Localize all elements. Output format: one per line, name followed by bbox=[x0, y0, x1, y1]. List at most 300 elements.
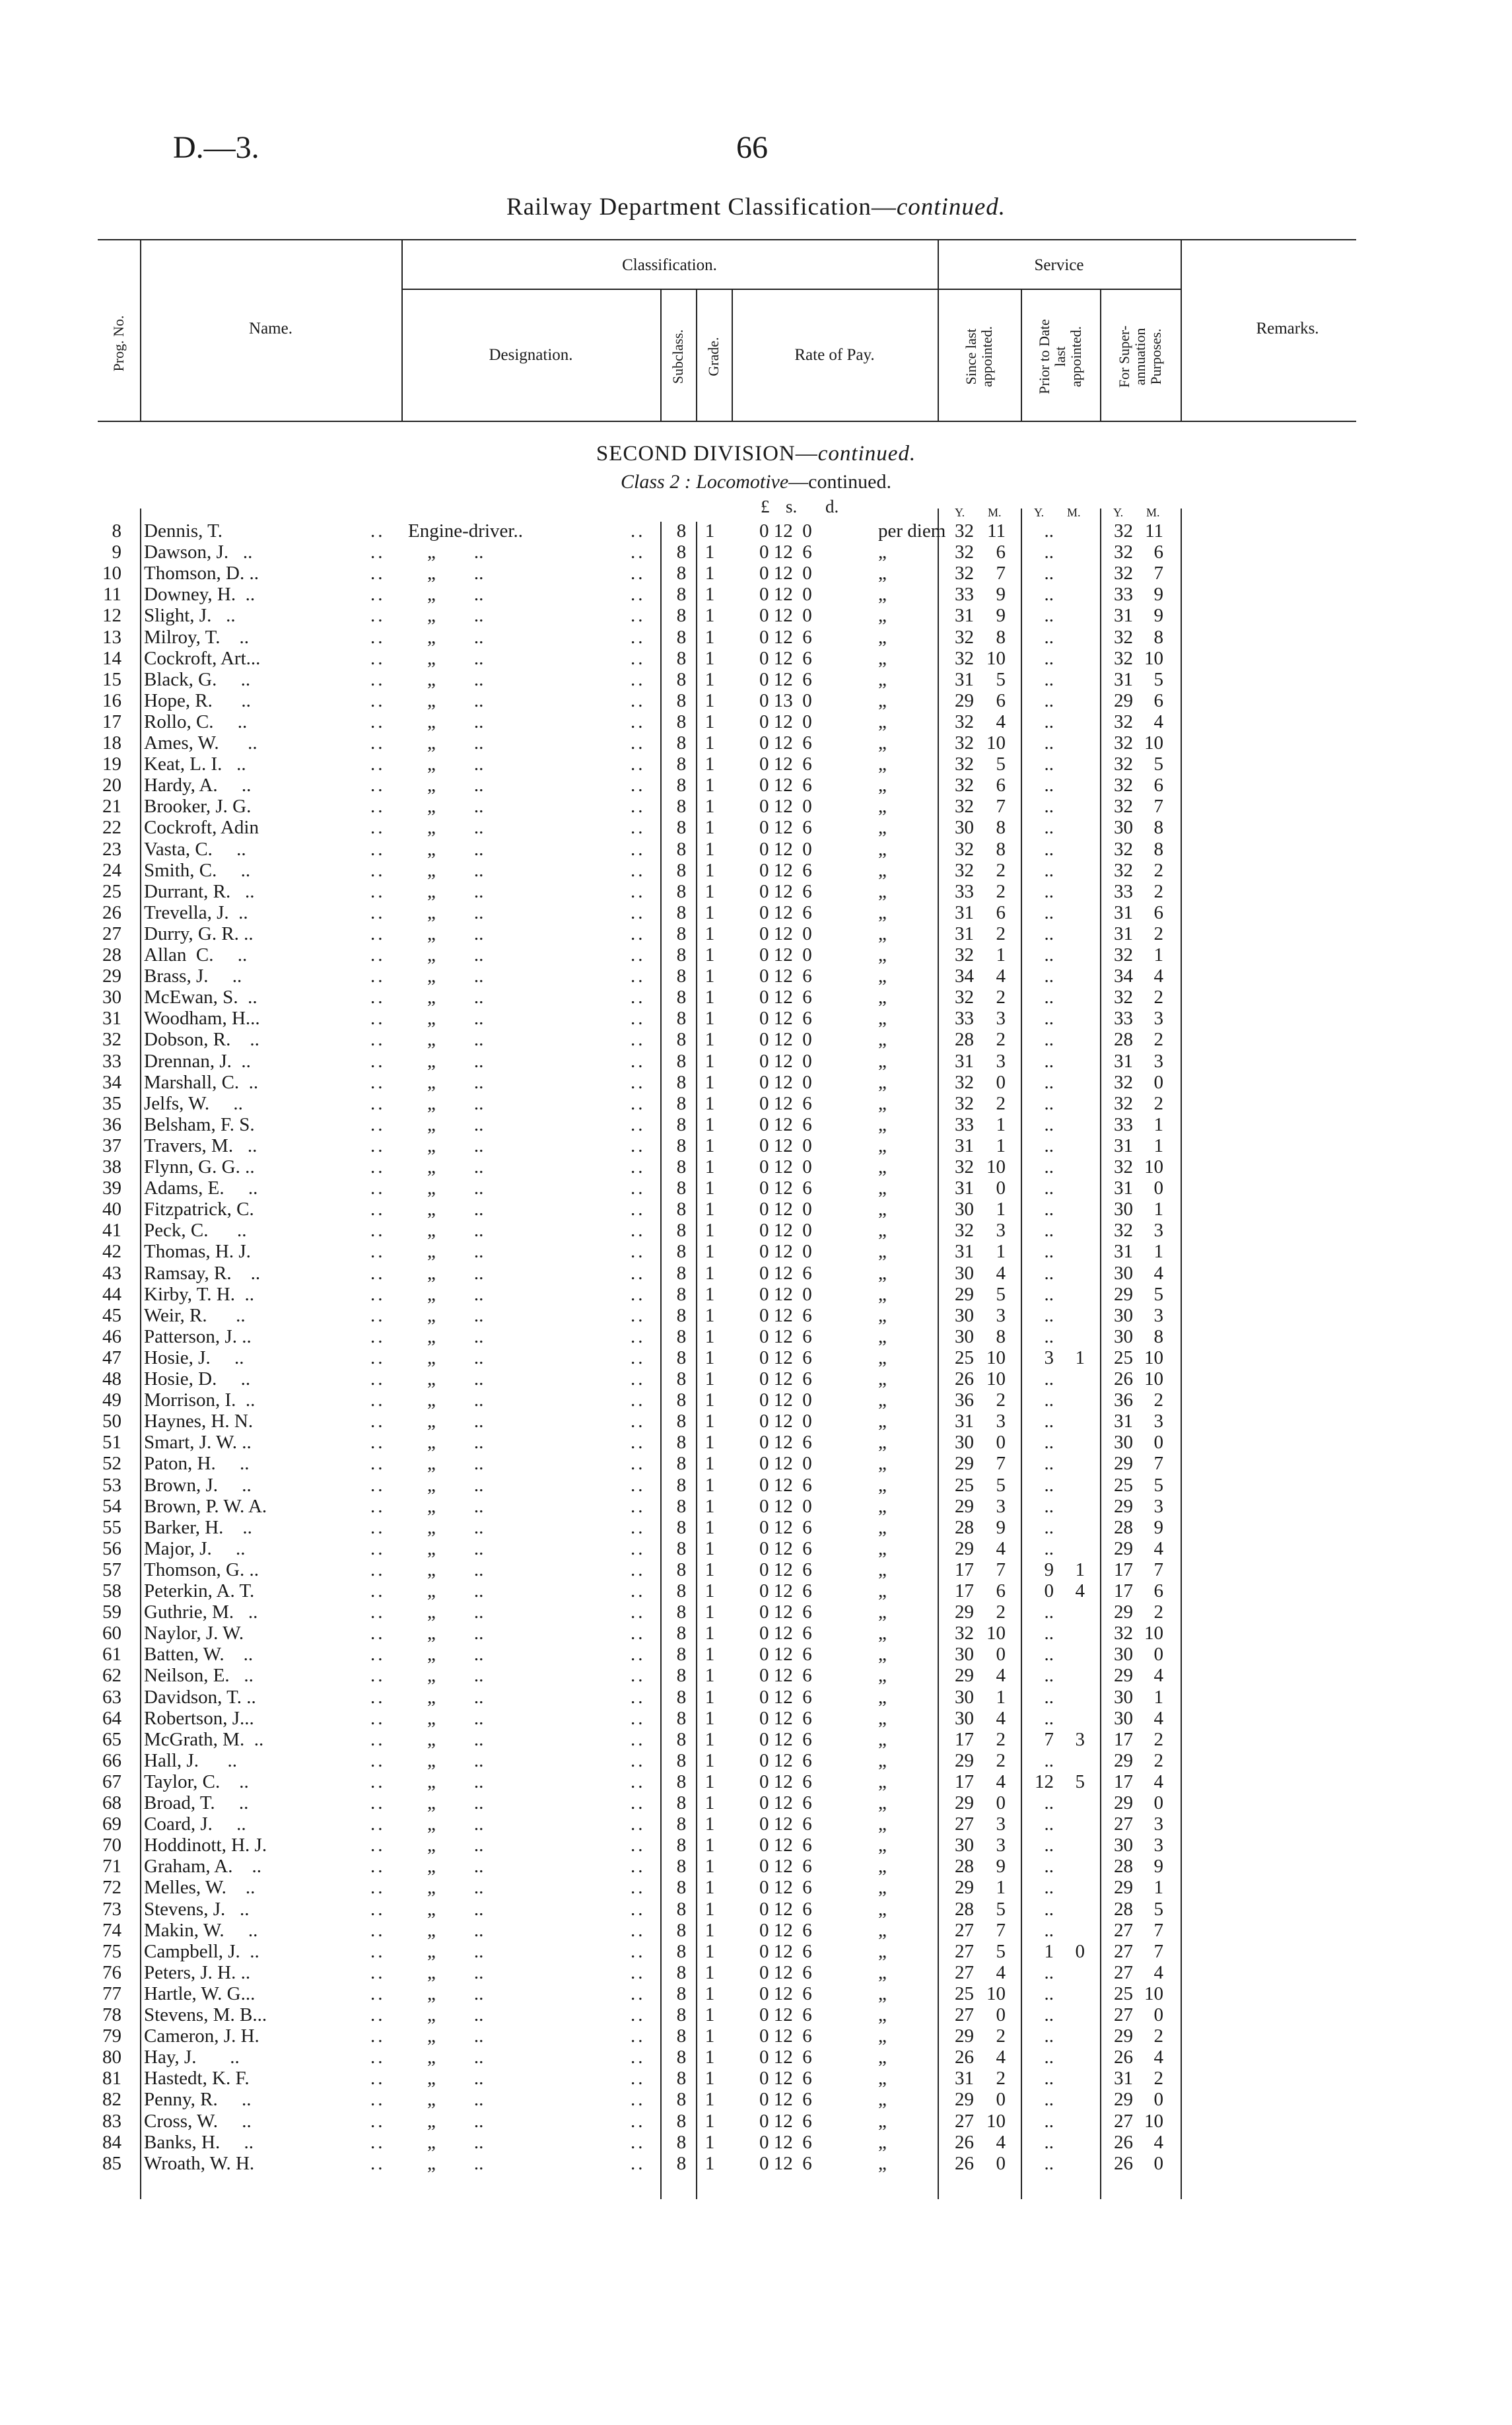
since-months: 4 bbox=[996, 2047, 1006, 2068]
super-months: 2 bbox=[1153, 987, 1163, 1008]
table-row bbox=[0, 1263, 1512, 1284]
name-leader: .. bbox=[370, 1474, 386, 1496]
table-row bbox=[0, 1475, 1512, 1496]
designation: „ .. bbox=[408, 1749, 484, 1771]
super-years: 31 bbox=[1114, 1050, 1133, 1072]
prog-number: 25 bbox=[102, 880, 121, 902]
grade: 1 bbox=[704, 966, 715, 987]
designation-leader: .. bbox=[631, 1940, 646, 1962]
super-months: 2 bbox=[1153, 1029, 1163, 1051]
employee-name: Milroy, T. .. bbox=[144, 626, 249, 648]
subclass: 8 bbox=[676, 1092, 687, 1114]
prog-number: 67 bbox=[102, 1771, 121, 1792]
subclass: 8 bbox=[676, 668, 687, 690]
super-months: 3 bbox=[1153, 1835, 1163, 1856]
designation: „ .. bbox=[408, 584, 484, 606]
since-months: 4 bbox=[996, 1707, 1006, 1729]
name-leader: .. bbox=[370, 1856, 386, 1878]
employee-name: Cockroft, Adin bbox=[144, 817, 259, 839]
super-years: 31 bbox=[1114, 2068, 1133, 2090]
subclass: 8 bbox=[676, 1665, 687, 1687]
super-months: 7 bbox=[1153, 796, 1163, 818]
prior-years: .. bbox=[1044, 542, 1054, 563]
prior-years: 1 bbox=[1044, 1940, 1054, 1962]
since-months: 2 bbox=[996, 859, 1006, 881]
rate-of-pay: 0 12 6 bbox=[759, 1792, 812, 1813]
grade: 1 bbox=[704, 2089, 715, 2111]
super-months: 6 bbox=[1153, 1580, 1163, 1601]
prior-years: .. bbox=[1044, 2068, 1054, 2090]
prior-years: .. bbox=[1044, 1008, 1054, 1030]
super-months: 2 bbox=[1153, 1728, 1163, 1750]
super-months: 10 bbox=[1144, 1368, 1163, 1389]
pay-unit: „ bbox=[878, 542, 887, 563]
since-months: 1 bbox=[996, 944, 1006, 966]
super-years: 33 bbox=[1114, 584, 1133, 606]
pay-unit: „ bbox=[878, 1940, 887, 1962]
designation: „ .. bbox=[408, 1199, 484, 1220]
prior-months: 4 bbox=[1075, 1580, 1085, 1601]
rate-of-pay: 0 12 6 bbox=[759, 880, 812, 902]
prior-years: .. bbox=[1044, 923, 1054, 944]
since-years: 27 bbox=[955, 1940, 974, 1962]
employee-name: Paton, H. .. bbox=[144, 1453, 250, 1475]
name-leader: .. bbox=[370, 838, 386, 860]
designation-leader: .. bbox=[631, 689, 646, 711]
prog-number: 48 bbox=[102, 1368, 121, 1389]
designation: „ .. bbox=[408, 1262, 484, 1284]
since-months: 2 bbox=[996, 2025, 1006, 2047]
since-months: 6 bbox=[996, 901, 1006, 923]
since-years: 31 bbox=[955, 668, 974, 690]
prog-number: 76 bbox=[102, 1961, 121, 1983]
rate-of-pay: 0 12 0 bbox=[759, 605, 812, 627]
rate-of-pay: 0 12 6 bbox=[759, 1961, 812, 1983]
super-years: 17 bbox=[1114, 1771, 1133, 1792]
since-years: 26 bbox=[955, 2152, 974, 2174]
super-years: 29 bbox=[1114, 2025, 1133, 2047]
subclass: 8 bbox=[676, 1241, 687, 1263]
pay-unit: „ bbox=[878, 1389, 887, 1411]
grade: 1 bbox=[704, 732, 715, 754]
pay-unit: „ bbox=[878, 1559, 887, 1580]
prog-number: 60 bbox=[102, 1623, 121, 1644]
table-row bbox=[0, 1326, 1512, 1347]
subclass: 8 bbox=[676, 1516, 687, 1538]
grade: 1 bbox=[704, 2152, 715, 2174]
name-leader: .. bbox=[370, 1453, 386, 1475]
super-months: 10 bbox=[1144, 2110, 1163, 2132]
prog-number: 10 bbox=[102, 563, 121, 584]
designation: „ .. bbox=[408, 2089, 484, 2111]
designation: „ .. bbox=[408, 1835, 484, 1856]
name-leader: .. bbox=[370, 1580, 386, 1601]
designation: „ .. bbox=[408, 1220, 484, 1242]
prior-years: .. bbox=[1044, 859, 1054, 881]
designation-leader: .. bbox=[631, 1580, 646, 1601]
rate-of-pay: 0 12 6 bbox=[759, 626, 812, 648]
page-number: 66 bbox=[736, 130, 768, 165]
rate-of-pay: 0 12 0 bbox=[759, 584, 812, 606]
grade: 1 bbox=[704, 1453, 715, 1475]
subclass: 8 bbox=[676, 1983, 687, 2004]
name-leader: .. bbox=[370, 754, 386, 775]
rate-of-pay: 0 12 6 bbox=[759, 1665, 812, 1687]
subclass: 8 bbox=[676, 1325, 687, 1347]
since-years: 32 bbox=[955, 520, 974, 542]
subclass: 8 bbox=[676, 1156, 687, 1177]
super-years: 25 bbox=[1114, 1347, 1133, 1368]
name-leader: .. bbox=[370, 2152, 386, 2174]
designation: „ .. bbox=[408, 1877, 484, 1899]
super-months: 3 bbox=[1153, 1008, 1163, 1030]
employee-name: Allan C. .. bbox=[144, 944, 248, 966]
pay-unit: „ bbox=[878, 796, 887, 818]
designation-leader: .. bbox=[631, 1771, 646, 1792]
name-leader: .. bbox=[370, 859, 386, 881]
name-leader: .. bbox=[370, 1665, 386, 1687]
pay-unit: „ bbox=[878, 1411, 887, 1432]
super-years: 29 bbox=[1114, 1792, 1133, 1813]
header-subclass: Subclass. bbox=[670, 329, 686, 384]
super-months: 10 bbox=[1144, 647, 1163, 669]
employee-name: Coard, J. .. bbox=[144, 1813, 246, 1835]
super-years: 32 bbox=[1114, 775, 1133, 796]
table-row bbox=[0, 1220, 1512, 1241]
prog-number: 52 bbox=[102, 1453, 121, 1475]
designation: „ .. bbox=[408, 1601, 484, 1623]
table-row bbox=[0, 775, 1512, 796]
designation-leader: .. bbox=[631, 1113, 646, 1135]
super-months: 2 bbox=[1153, 1601, 1163, 1623]
since-months: 10 bbox=[986, 2110, 1006, 2132]
designation: „ .. bbox=[408, 987, 484, 1008]
subclass: 8 bbox=[676, 1835, 687, 1856]
name-leader: .. bbox=[370, 1220, 386, 1242]
since-months: 5 bbox=[996, 668, 1006, 690]
employee-name: Drennan, J. .. bbox=[144, 1050, 251, 1072]
since-years: 29 bbox=[955, 1665, 974, 1687]
employee-name: Flynn, G. G. .. bbox=[144, 1156, 255, 1177]
super-years: 17 bbox=[1114, 1580, 1133, 1601]
grade: 1 bbox=[704, 1411, 715, 1432]
prog-number: 62 bbox=[102, 1665, 121, 1687]
prog-number: 59 bbox=[102, 1601, 121, 1623]
prior-years: .. bbox=[1044, 901, 1054, 923]
table-row bbox=[0, 1665, 1512, 1686]
table-row bbox=[0, 2047, 1512, 2068]
unit-since-years: Y. bbox=[955, 506, 965, 519]
grade: 1 bbox=[704, 1728, 715, 1750]
table-row bbox=[0, 1389, 1512, 1411]
super-years: 29 bbox=[1114, 1453, 1133, 1475]
employee-name: Melles, W. .. bbox=[144, 1877, 256, 1899]
since-months: 8 bbox=[996, 838, 1006, 860]
prog-number: 32 bbox=[102, 1029, 121, 1051]
designation: „ .. bbox=[408, 1071, 484, 1093]
name-leader: .. bbox=[370, 626, 386, 648]
since-years: 32 bbox=[955, 563, 974, 584]
table-row bbox=[0, 563, 1512, 584]
designation: „ .. bbox=[408, 1050, 484, 1072]
designation-leader: .. bbox=[631, 1601, 646, 1623]
designation: „ .. bbox=[408, 1368, 484, 1389]
since-years: 29 bbox=[955, 1601, 974, 1623]
pay-unit: „ bbox=[878, 605, 887, 627]
rate-of-pay: 0 12 6 bbox=[759, 2047, 812, 2068]
designation-leader: .. bbox=[631, 1029, 646, 1051]
super-years: 27 bbox=[1114, 1813, 1133, 1835]
employee-name: Peters, J. H. .. bbox=[144, 1961, 251, 1983]
designation: „ .. bbox=[408, 732, 484, 754]
name-leader: .. bbox=[370, 1092, 386, 1114]
subclass: 8 bbox=[676, 796, 687, 818]
rate-of-pay: 0 12 6 bbox=[759, 1835, 812, 1856]
designation: „ .. bbox=[408, 923, 484, 944]
table-row bbox=[0, 1051, 1512, 1072]
super-months: 10 bbox=[1144, 732, 1163, 754]
super-years: 30 bbox=[1114, 1644, 1133, 1666]
since-years: 29 bbox=[955, 1283, 974, 1305]
pay-unit: „ bbox=[878, 1644, 887, 1666]
employee-name: Kirby, T. H. .. bbox=[144, 1283, 255, 1305]
employee-name: Slight, J. .. bbox=[144, 605, 236, 627]
table-row bbox=[0, 1517, 1512, 1538]
rate-of-pay: 0 12 0 bbox=[759, 520, 812, 542]
prior-years: .. bbox=[1044, 2152, 1054, 2174]
table-row bbox=[0, 1368, 1512, 1389]
prog-number: 36 bbox=[102, 1113, 121, 1135]
since-years: 33 bbox=[955, 1113, 974, 1135]
name-leader: .. bbox=[370, 817, 386, 839]
subclass: 8 bbox=[676, 1283, 687, 1305]
employee-name: Ramsay, R. .. bbox=[144, 1262, 261, 1284]
table-row bbox=[0, 817, 1512, 838]
prior-years: .. bbox=[1044, 1220, 1054, 1242]
name-leader: .. bbox=[370, 520, 386, 542]
prog-number: 15 bbox=[102, 668, 121, 690]
grade: 1 bbox=[704, 1262, 715, 1284]
grade: 1 bbox=[704, 2110, 715, 2132]
designation: „ .. bbox=[408, 880, 484, 902]
since-years: 33 bbox=[955, 584, 974, 606]
grade: 1 bbox=[704, 1092, 715, 1114]
prog-number: 74 bbox=[102, 1919, 121, 1941]
prior-years: .. bbox=[1044, 987, 1054, 1008]
prior-years: .. bbox=[1044, 838, 1054, 860]
super-months: 0 bbox=[1153, 1644, 1163, 1666]
grade: 1 bbox=[704, 987, 715, 1008]
pay-unit: „ bbox=[878, 880, 887, 902]
rate-of-pay: 0 12 6 bbox=[759, 1856, 812, 1878]
name-leader: .. bbox=[370, 775, 386, 796]
subclass: 8 bbox=[676, 563, 687, 584]
designation: „ .. bbox=[408, 1665, 484, 1687]
grade: 1 bbox=[704, 1644, 715, 1666]
table-row bbox=[0, 1411, 1512, 1432]
designation: „ .. bbox=[408, 1411, 484, 1432]
designation: „ .. bbox=[408, 1304, 484, 1326]
designation-leader: .. bbox=[631, 1856, 646, 1878]
super-years: 29 bbox=[1114, 1601, 1133, 1623]
since-months: 10 bbox=[986, 732, 1006, 754]
grade: 1 bbox=[704, 1983, 715, 2004]
subclass: 8 bbox=[676, 1262, 687, 1284]
prior-years: .. bbox=[1044, 1304, 1054, 1326]
rate-of-pay: 0 12 6 bbox=[759, 1983, 812, 2004]
prog-number: 34 bbox=[102, 1071, 121, 1093]
rate-of-pay: 0 12 6 bbox=[759, 1113, 812, 1135]
super-years: 26 bbox=[1114, 2152, 1133, 2174]
designation-leader: .. bbox=[631, 1368, 646, 1389]
super-months: 0 bbox=[1153, 2004, 1163, 2025]
prior-months: 1 bbox=[1075, 1559, 1085, 1580]
designation-leader: .. bbox=[631, 1411, 646, 1432]
name-leader: .. bbox=[370, 1241, 386, 1263]
super-months: 1 bbox=[1153, 1686, 1163, 1708]
since-months: 4 bbox=[996, 1537, 1006, 1559]
prog-number: 56 bbox=[102, 1537, 121, 1559]
table-row bbox=[0, 1199, 1512, 1220]
since-years: 32 bbox=[955, 542, 974, 563]
grade: 1 bbox=[704, 1050, 715, 1072]
subclass: 8 bbox=[676, 1389, 687, 1411]
since-months: 2 bbox=[996, 923, 1006, 944]
pay-unit: „ bbox=[878, 944, 887, 966]
employee-name: Peterkin, A. T. bbox=[144, 1580, 255, 1601]
designation: „ .. bbox=[408, 1113, 484, 1135]
designation-leader: .. bbox=[631, 1453, 646, 1475]
employee-name: Trevella, J. .. bbox=[144, 901, 248, 923]
prior-years: .. bbox=[1044, 1623, 1054, 1644]
rate-of-pay: 0 12 0 bbox=[759, 1199, 812, 1220]
grade: 1 bbox=[704, 1835, 715, 1856]
since-months: 4 bbox=[996, 1771, 1006, 1792]
prior-years: .. bbox=[1044, 1029, 1054, 1051]
table-row bbox=[0, 860, 1512, 881]
since-months: 8 bbox=[996, 1325, 1006, 1347]
designation: „ .. bbox=[408, 1686, 484, 1708]
pay-unit: „ bbox=[878, 1686, 887, 1708]
since-months: 6 bbox=[996, 1580, 1006, 1601]
grade: 1 bbox=[704, 775, 715, 796]
designation: „ .. bbox=[408, 626, 484, 648]
employee-name: Robertson, J... bbox=[144, 1707, 254, 1729]
unit-prior-years: Y. bbox=[1034, 506, 1045, 519]
rate-of-pay: 0 12 6 bbox=[759, 1474, 812, 1496]
since-months: 4 bbox=[996, 1262, 1006, 1284]
designation-leader: .. bbox=[631, 542, 646, 563]
super-years: 29 bbox=[1114, 1665, 1133, 1687]
employee-name: Thomas, H. J. bbox=[144, 1241, 251, 1263]
since-months: 4 bbox=[996, 1665, 1006, 1687]
designation-leader: .. bbox=[631, 2047, 646, 2068]
since-years: 25 bbox=[955, 1347, 974, 1368]
super-months: 3 bbox=[1153, 1050, 1163, 1072]
since-years: 29 bbox=[955, 689, 974, 711]
prior-years: .. bbox=[1044, 711, 1054, 732]
employee-name: Wroath, W. H. bbox=[144, 2152, 255, 2174]
prog-number: 47 bbox=[102, 1347, 121, 1368]
super-months: 5 bbox=[1153, 1283, 1163, 1305]
employee-name: Travers, M. .. bbox=[144, 1135, 258, 1156]
super-years: 29 bbox=[1114, 1537, 1133, 1559]
table-row bbox=[0, 1623, 1512, 1644]
designation: „ .. bbox=[408, 2152, 484, 2174]
prog-number: 69 bbox=[102, 1813, 121, 1835]
prog-number: 84 bbox=[102, 2131, 121, 2153]
name-leader: .. bbox=[370, 1304, 386, 1326]
since-years: 31 bbox=[955, 1050, 974, 1072]
super-months: 7 bbox=[1153, 563, 1163, 584]
designation: „ .. bbox=[408, 1135, 484, 1156]
prog-number: 11 bbox=[103, 584, 121, 606]
name-leader: .. bbox=[370, 1983, 386, 2004]
since-years: 32 bbox=[955, 775, 974, 796]
grade: 1 bbox=[704, 1877, 715, 1899]
grade: 1 bbox=[704, 838, 715, 860]
since-years: 31 bbox=[955, 605, 974, 627]
table-row bbox=[0, 966, 1512, 987]
document-reference: D.—3. bbox=[173, 130, 259, 165]
prog-number: 81 bbox=[102, 2068, 121, 2090]
name-leader: .. bbox=[370, 901, 386, 923]
super-years: 33 bbox=[1114, 1008, 1133, 1030]
subclass: 8 bbox=[676, 1199, 687, 1220]
pay-unit: „ bbox=[878, 1050, 887, 1072]
since-years: 31 bbox=[955, 1177, 974, 1199]
grade: 1 bbox=[704, 1495, 715, 1517]
grade: 1 bbox=[704, 626, 715, 648]
subclass: 8 bbox=[676, 987, 687, 1008]
super-years: 30 bbox=[1114, 1835, 1133, 1856]
subclass: 8 bbox=[676, 2047, 687, 2068]
employee-name: Rollo, C. .. bbox=[144, 711, 248, 732]
header-designation: Designation. bbox=[489, 346, 573, 364]
prior-years: .. bbox=[1044, 1686, 1054, 1708]
rate-of-pay: 0 12 6 bbox=[759, 1919, 812, 1941]
super-months: 4 bbox=[1153, 1665, 1163, 1687]
col-divider bbox=[1100, 289, 1101, 421]
pay-unit: „ bbox=[878, 1961, 887, 1983]
prog-number: 58 bbox=[102, 1580, 121, 1601]
pay-unit: „ bbox=[878, 1453, 887, 1475]
employee-name: Vasta, C. .. bbox=[144, 838, 246, 860]
subclass: 8 bbox=[676, 1877, 687, 1899]
since-years: 30 bbox=[955, 1199, 974, 1220]
super-years: 26 bbox=[1114, 2131, 1133, 2153]
designation-leader: .. bbox=[631, 1008, 646, 1030]
table-row bbox=[0, 648, 1512, 669]
pay-unit: „ bbox=[878, 1071, 887, 1093]
since-years: 29 bbox=[955, 2089, 974, 2111]
prior-years: .. bbox=[1044, 1432, 1054, 1454]
super-years: 31 bbox=[1114, 1135, 1133, 1156]
pay-unit: „ bbox=[878, 1283, 887, 1305]
subclass: 8 bbox=[676, 689, 687, 711]
table-row bbox=[0, 1580, 1512, 1601]
prog-number: 30 bbox=[102, 987, 121, 1008]
prog-number: 45 bbox=[102, 1304, 121, 1326]
designation-leader: .. bbox=[631, 1877, 646, 1899]
designation: „ .. bbox=[408, 775, 484, 796]
since-months: 2 bbox=[996, 2068, 1006, 2090]
super-months: 5 bbox=[1153, 754, 1163, 775]
employee-name: Hosie, D. .. bbox=[144, 1368, 251, 1389]
name-leader: .. bbox=[370, 1835, 386, 1856]
designation-leader: .. bbox=[631, 1644, 646, 1666]
designation-leader: .. bbox=[631, 1707, 646, 1729]
